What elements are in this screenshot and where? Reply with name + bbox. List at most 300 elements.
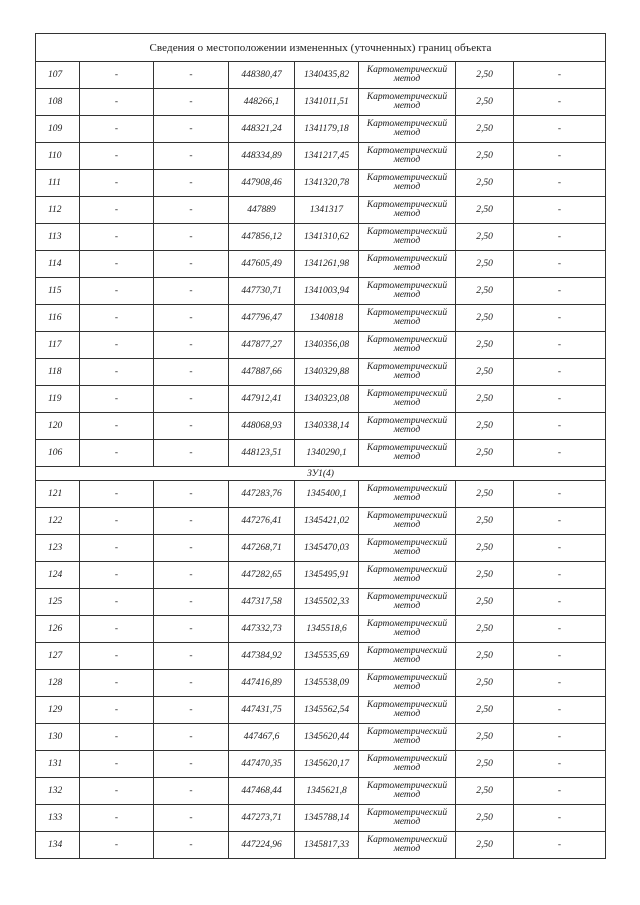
description-cell: - xyxy=(514,670,606,697)
point-number: 122 xyxy=(36,508,80,535)
new-y-cell: 1341261,98 xyxy=(295,251,359,278)
method-line-2: метод xyxy=(393,128,421,138)
method-cell xyxy=(359,562,456,589)
old-x-cell: - xyxy=(80,481,154,508)
new-x-cell: 447273,71 xyxy=(229,805,295,832)
accuracy-cell: 2,50 xyxy=(456,643,514,670)
point-number: 118 xyxy=(36,359,80,386)
point-number: 126 xyxy=(36,616,80,643)
point-number: 123 xyxy=(36,535,80,562)
method-line-1: Картометрический xyxy=(366,65,448,75)
section-header-row xyxy=(36,467,606,481)
method-cell xyxy=(359,332,456,359)
table-row xyxy=(36,508,606,535)
description-cell: - xyxy=(514,170,606,197)
table-row xyxy=(36,224,606,251)
point-number: 115 xyxy=(36,278,80,305)
table-row xyxy=(36,413,606,440)
point-number: 130 xyxy=(36,724,80,751)
method-line-2: метод xyxy=(393,655,421,665)
method-line-1: Картометрический xyxy=(366,484,448,494)
old-y-cell: - xyxy=(154,481,229,508)
new-y-cell: 1340356,08 xyxy=(295,332,359,359)
accuracy-cell: 2,50 xyxy=(456,170,514,197)
old-x-cell: - xyxy=(80,778,154,805)
method-line-1: Картометрический xyxy=(366,146,448,156)
table-row xyxy=(36,697,606,724)
method-line-2: метод xyxy=(393,290,421,300)
new-x-cell: 447856,12 xyxy=(229,224,295,251)
method-line-1: Картометрический xyxy=(366,835,448,845)
description-cell: - xyxy=(514,832,606,859)
accuracy-cell: 2,50 xyxy=(456,251,514,278)
method-line-2: метод xyxy=(393,101,421,111)
method-cell xyxy=(359,670,456,697)
old-x-cell: - xyxy=(80,386,154,413)
table-title-row xyxy=(36,34,606,62)
method-line-2: метод xyxy=(393,74,421,84)
method-line-1: Картометрический xyxy=(366,92,448,102)
table-row xyxy=(36,116,606,143)
table-row xyxy=(36,62,606,89)
accuracy-cell: 2,50 xyxy=(456,805,514,832)
method-line-1: Картометрический xyxy=(366,335,448,345)
coordinates-document xyxy=(35,33,605,859)
new-y-cell: 1341011,51 xyxy=(295,89,359,116)
new-y-cell: 1341217,45 xyxy=(295,143,359,170)
old-x-cell: - xyxy=(80,562,154,589)
new-x-cell: 447887,66 xyxy=(229,359,295,386)
new-y-cell: 1345620,44 xyxy=(295,724,359,751)
new-y-cell: 1340818 xyxy=(295,305,359,332)
method-line-2: метод xyxy=(393,317,421,327)
method-line-2: метод xyxy=(393,452,421,462)
new-x-cell: 448380,47 xyxy=(229,62,295,89)
old-y-cell: - xyxy=(154,670,229,697)
old-x-cell: - xyxy=(80,751,154,778)
accuracy-cell: 2,50 xyxy=(456,508,514,535)
method-cell xyxy=(359,170,456,197)
point-number: 108 xyxy=(36,89,80,116)
method-line-1: Картометрический xyxy=(366,538,448,548)
accuracy-cell: 2,50 xyxy=(456,332,514,359)
description-cell: - xyxy=(514,643,606,670)
method-line-2: метод xyxy=(393,371,421,381)
method-cell xyxy=(359,62,456,89)
description-cell: - xyxy=(514,278,606,305)
table-body xyxy=(36,34,606,859)
method-line-1: Картометрический xyxy=(366,389,448,399)
old-x-cell: - xyxy=(80,643,154,670)
old-y-cell: - xyxy=(154,89,229,116)
new-x-cell: 447468,44 xyxy=(229,778,295,805)
table-row xyxy=(36,332,606,359)
table-row xyxy=(36,616,606,643)
accuracy-cell: 2,50 xyxy=(456,62,514,89)
method-line-1: Картометрический xyxy=(366,227,448,237)
old-y-cell: - xyxy=(154,751,229,778)
method-cell xyxy=(359,616,456,643)
old-y-cell: - xyxy=(154,832,229,859)
method-line-2: метод xyxy=(393,790,421,800)
table-row xyxy=(36,832,606,859)
point-number: 120 xyxy=(36,413,80,440)
old-x-cell: - xyxy=(80,832,154,859)
method-cell xyxy=(359,481,456,508)
old-y-cell: - xyxy=(154,332,229,359)
old-x-cell: - xyxy=(80,413,154,440)
old-y-cell: - xyxy=(154,535,229,562)
description-cell: - xyxy=(514,508,606,535)
method-line-1: Картометрический xyxy=(366,754,448,764)
new-y-cell: 1341317 xyxy=(295,197,359,224)
method-cell xyxy=(359,535,456,562)
description-cell: - xyxy=(514,386,606,413)
description-cell: - xyxy=(514,224,606,251)
accuracy-cell: 2,50 xyxy=(456,832,514,859)
new-y-cell: 1340435,82 xyxy=(295,62,359,89)
description-cell: - xyxy=(514,616,606,643)
old-x-cell: - xyxy=(80,224,154,251)
table-row xyxy=(36,143,606,170)
table-title: Сведения о местоположении измененных (уточненных) границ объекта xyxy=(36,34,606,62)
method-line-2: метод xyxy=(393,182,421,192)
method-line-2: метод xyxy=(393,155,421,165)
method-line-2: метод xyxy=(393,263,421,273)
point-number: 112 xyxy=(36,197,80,224)
method-line-2: метод xyxy=(393,236,421,246)
method-cell xyxy=(359,278,456,305)
new-y-cell: 1341320,78 xyxy=(295,170,359,197)
method-cell xyxy=(359,751,456,778)
accuracy-cell: 2,50 xyxy=(456,724,514,751)
old-x-cell: - xyxy=(80,305,154,332)
table-row xyxy=(36,724,606,751)
new-y-cell: 1345538,09 xyxy=(295,670,359,697)
method-line-1: Картометрический xyxy=(366,254,448,264)
description-cell: - xyxy=(514,778,606,805)
accuracy-cell: 2,50 xyxy=(456,778,514,805)
new-x-cell: 447332,73 xyxy=(229,616,295,643)
new-y-cell: 1341310,62 xyxy=(295,224,359,251)
old-x-cell: - xyxy=(80,589,154,616)
table-row xyxy=(36,170,606,197)
description-cell: - xyxy=(514,697,606,724)
new-y-cell: 1345562,54 xyxy=(295,697,359,724)
new-y-cell: 1340329,88 xyxy=(295,359,359,386)
method-line-2: метод xyxy=(393,601,421,611)
method-line-2: метод xyxy=(393,736,421,746)
description-cell: - xyxy=(514,143,606,170)
table-row xyxy=(36,589,606,616)
point-number: 109 xyxy=(36,116,80,143)
description-cell: - xyxy=(514,562,606,589)
point-number: 134 xyxy=(36,832,80,859)
accuracy-cell: 2,50 xyxy=(456,89,514,116)
new-x-cell: 447431,75 xyxy=(229,697,295,724)
new-x-cell: 447268,71 xyxy=(229,535,295,562)
old-x-cell: - xyxy=(80,251,154,278)
description-cell: - xyxy=(514,116,606,143)
method-line-2: метод xyxy=(393,574,421,584)
new-y-cell: 1340290,1 xyxy=(295,440,359,467)
point-number: 121 xyxy=(36,481,80,508)
method-cell xyxy=(359,643,456,670)
new-y-cell: 1345470,03 xyxy=(295,535,359,562)
table-row xyxy=(36,197,606,224)
new-x-cell: 447467,6 xyxy=(229,724,295,751)
new-x-cell: 447282,65 xyxy=(229,562,295,589)
new-x-cell: 447317,58 xyxy=(229,589,295,616)
accuracy-cell: 2,50 xyxy=(456,589,514,616)
method-cell xyxy=(359,359,456,386)
new-y-cell: 1345400,1 xyxy=(295,481,359,508)
old-y-cell: - xyxy=(154,116,229,143)
new-y-cell: 1345788,14 xyxy=(295,805,359,832)
point-number: 132 xyxy=(36,778,80,805)
new-y-cell: 1345495,91 xyxy=(295,562,359,589)
point-number: 114 xyxy=(36,251,80,278)
old-y-cell: - xyxy=(154,143,229,170)
old-x-cell: - xyxy=(80,332,154,359)
new-x-cell: 447384,92 xyxy=(229,643,295,670)
point-number: 125 xyxy=(36,589,80,616)
boundary-coordinates-table xyxy=(35,33,606,859)
table-row xyxy=(36,359,606,386)
new-x-cell: 447908,46 xyxy=(229,170,295,197)
method-cell xyxy=(359,305,456,332)
table-row xyxy=(36,805,606,832)
point-number: 119 xyxy=(36,386,80,413)
method-cell xyxy=(359,197,456,224)
method-line-1: Картометрический xyxy=(366,308,448,318)
point-number: 128 xyxy=(36,670,80,697)
new-y-cell: 1345817,33 xyxy=(295,832,359,859)
old-y-cell: - xyxy=(154,278,229,305)
method-line-1: Картометрический xyxy=(366,362,448,372)
old-y-cell: - xyxy=(154,643,229,670)
point-number: 116 xyxy=(36,305,80,332)
old-y-cell: - xyxy=(154,386,229,413)
new-x-cell: 447877,27 xyxy=(229,332,295,359)
old-y-cell: - xyxy=(154,413,229,440)
method-line-2: метод xyxy=(393,493,421,503)
old-x-cell: - xyxy=(80,62,154,89)
method-cell xyxy=(359,832,456,859)
accuracy-cell: 2,50 xyxy=(456,616,514,643)
old-x-cell: - xyxy=(80,508,154,535)
method-line-1: Картометрический xyxy=(366,700,448,710)
table-row xyxy=(36,670,606,697)
point-number: 117 xyxy=(36,332,80,359)
new-y-cell: 1345421,02 xyxy=(295,508,359,535)
new-x-cell: 447276,41 xyxy=(229,508,295,535)
description-cell: - xyxy=(514,751,606,778)
method-line-2: метод xyxy=(393,682,421,692)
accuracy-cell: 2,50 xyxy=(456,697,514,724)
description-cell: - xyxy=(514,535,606,562)
table-row xyxy=(36,535,606,562)
point-number: 110 xyxy=(36,143,80,170)
accuracy-cell: 2,50 xyxy=(456,224,514,251)
old-x-cell: - xyxy=(80,116,154,143)
method-line-1: Картометрический xyxy=(366,511,448,521)
new-x-cell: 447224,96 xyxy=(229,832,295,859)
point-number: 124 xyxy=(36,562,80,589)
old-x-cell: - xyxy=(80,89,154,116)
old-x-cell: - xyxy=(80,143,154,170)
method-line-1: Картометрический xyxy=(366,173,448,183)
accuracy-cell: 2,50 xyxy=(456,413,514,440)
description-cell: - xyxy=(514,805,606,832)
method-line-2: метод xyxy=(393,709,421,719)
method-line-2: метод xyxy=(393,547,421,557)
method-cell xyxy=(359,251,456,278)
new-x-cell: 448123,51 xyxy=(229,440,295,467)
new-x-cell: 448068,93 xyxy=(229,413,295,440)
new-x-cell: 447470,35 xyxy=(229,751,295,778)
old-y-cell: - xyxy=(154,62,229,89)
description-cell: - xyxy=(514,62,606,89)
method-cell xyxy=(359,116,456,143)
old-x-cell: - xyxy=(80,197,154,224)
old-x-cell: - xyxy=(80,440,154,467)
accuracy-cell: 2,50 xyxy=(456,386,514,413)
old-y-cell: - xyxy=(154,697,229,724)
point-number: 127 xyxy=(36,643,80,670)
new-y-cell: 1345518,6 xyxy=(295,616,359,643)
description-cell: - xyxy=(514,305,606,332)
method-line-2: метод xyxy=(393,398,421,408)
accuracy-cell: 2,50 xyxy=(456,143,514,170)
point-number: 133 xyxy=(36,805,80,832)
new-y-cell: 1340338,14 xyxy=(295,413,359,440)
point-number: 107 xyxy=(36,62,80,89)
description-cell: - xyxy=(514,589,606,616)
new-x-cell: 448266,1 xyxy=(229,89,295,116)
old-y-cell: - xyxy=(154,562,229,589)
accuracy-cell: 2,50 xyxy=(456,562,514,589)
new-x-cell: 447605,49 xyxy=(229,251,295,278)
accuracy-cell: 2,50 xyxy=(456,751,514,778)
section-label: ЗУ1(4) xyxy=(36,467,606,481)
accuracy-cell: 2,50 xyxy=(456,305,514,332)
description-cell: - xyxy=(514,251,606,278)
old-y-cell: - xyxy=(154,616,229,643)
table-row xyxy=(36,751,606,778)
old-x-cell: - xyxy=(80,724,154,751)
description-cell: - xyxy=(514,724,606,751)
old-y-cell: - xyxy=(154,508,229,535)
old-y-cell: - xyxy=(154,170,229,197)
new-y-cell: 1341179,18 xyxy=(295,116,359,143)
new-y-cell: 1345535,69 xyxy=(295,643,359,670)
new-y-cell: 1345502,33 xyxy=(295,589,359,616)
method-line-2: метод xyxy=(393,425,421,435)
old-y-cell: - xyxy=(154,305,229,332)
description-cell: - xyxy=(514,481,606,508)
point-number: 111 xyxy=(36,170,80,197)
old-x-cell: - xyxy=(80,670,154,697)
table-row xyxy=(36,278,606,305)
old-y-cell: - xyxy=(154,224,229,251)
old-x-cell: - xyxy=(80,697,154,724)
method-line-2: метод xyxy=(393,209,421,219)
method-line-1: Картометрический xyxy=(366,119,448,129)
method-line-1: Картометрический xyxy=(366,808,448,818)
table-row xyxy=(36,386,606,413)
new-y-cell: 1345621,8 xyxy=(295,778,359,805)
new-x-cell: 447912,41 xyxy=(229,386,295,413)
description-cell: - xyxy=(514,413,606,440)
method-line-1: Картометрический xyxy=(366,443,448,453)
point-number: 106 xyxy=(36,440,80,467)
description-cell: - xyxy=(514,332,606,359)
method-line-1: Картометрический xyxy=(366,281,448,291)
method-line-1: Картометрический xyxy=(366,200,448,210)
accuracy-cell: 2,50 xyxy=(456,278,514,305)
method-line-1: Картометрический xyxy=(366,781,448,791)
table-row xyxy=(36,643,606,670)
old-y-cell: - xyxy=(154,589,229,616)
new-x-cell: 447730,71 xyxy=(229,278,295,305)
old-x-cell: - xyxy=(80,805,154,832)
point-number: 113 xyxy=(36,224,80,251)
method-cell xyxy=(359,143,456,170)
table-row xyxy=(36,778,606,805)
new-x-cell: 447889 xyxy=(229,197,295,224)
new-y-cell: 1341003,94 xyxy=(295,278,359,305)
new-x-cell: 447283,76 xyxy=(229,481,295,508)
description-cell: - xyxy=(514,197,606,224)
new-x-cell: 447416,89 xyxy=(229,670,295,697)
method-line-1: Картометрический xyxy=(366,416,448,426)
old-y-cell: - xyxy=(154,778,229,805)
method-line-1: Картометрический xyxy=(366,727,448,737)
table-row xyxy=(36,305,606,332)
new-y-cell: 1340323,08 xyxy=(295,386,359,413)
method-line-1: Картометрический xyxy=(366,646,448,656)
method-cell xyxy=(359,224,456,251)
accuracy-cell: 2,50 xyxy=(456,535,514,562)
description-cell: - xyxy=(514,440,606,467)
method-cell xyxy=(359,805,456,832)
method-cell xyxy=(359,724,456,751)
table-row xyxy=(36,440,606,467)
old-x-cell: - xyxy=(80,278,154,305)
old-y-cell: - xyxy=(154,359,229,386)
method-line-2: метод xyxy=(393,844,421,854)
old-x-cell: - xyxy=(80,170,154,197)
new-y-cell: 1345620,17 xyxy=(295,751,359,778)
description-cell: - xyxy=(514,89,606,116)
old-y-cell: - xyxy=(154,440,229,467)
method-line-2: метод xyxy=(393,520,421,530)
old-y-cell: - xyxy=(154,197,229,224)
accuracy-cell: 2,50 xyxy=(456,481,514,508)
old-x-cell: - xyxy=(80,535,154,562)
method-cell xyxy=(359,89,456,116)
method-line-1: Картометрический xyxy=(366,592,448,602)
method-line-2: метод xyxy=(393,763,421,773)
method-line-1: Картометрический xyxy=(366,619,448,629)
accuracy-cell: 2,50 xyxy=(456,197,514,224)
accuracy-cell: 2,50 xyxy=(456,440,514,467)
method-cell xyxy=(359,413,456,440)
accuracy-cell: 2,50 xyxy=(456,359,514,386)
table-row xyxy=(36,89,606,116)
old-y-cell: - xyxy=(154,724,229,751)
